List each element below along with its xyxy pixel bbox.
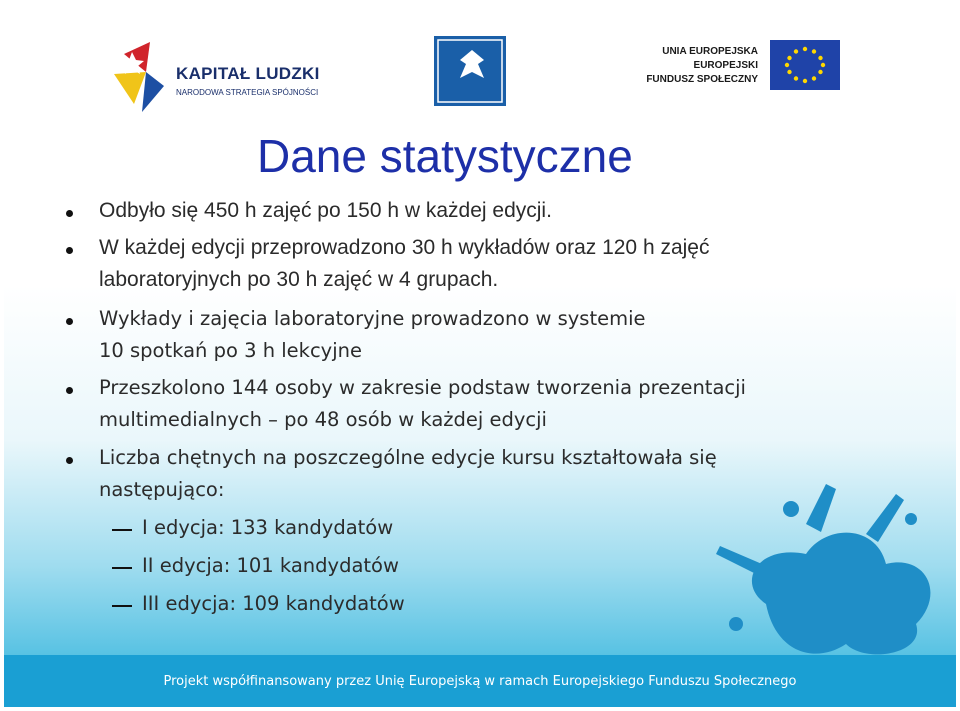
bullet-dot	[66, 387, 73, 394]
bullet-4-line-2: multimedialnych – po 48 osób w każdej edycji	[99, 408, 547, 431]
subitem-2: II edycja: 101 kandydatów	[142, 554, 399, 577]
bullet-dot	[66, 210, 73, 217]
bullet-4-line-1: Przeszkolono 144 osoby w zakresie podstaw tworzenia prezentacji	[99, 376, 746, 399]
kapital-ludzki-title: KAPITAŁ LUDZKI	[176, 64, 320, 83]
bullet-2-line-1: W każdej edycji przeprowadzono 30 h wykładów oraz 120 h zajęć	[99, 236, 710, 259]
slide-content	[4, 4, 956, 707]
slide	[4, 4, 956, 707]
dash-marker	[112, 567, 132, 569]
bullet-dot	[66, 247, 73, 254]
bullet-1-line-1: Odbyło się 450 h zajęć po 150 h w każdej edycji.	[99, 199, 552, 222]
subitem-3: III edycja: 109 kandydatów	[142, 592, 405, 615]
subitem-1: I edycja: 133 kandydatów	[142, 516, 394, 539]
bullet-3-line-1: Wykłady i zajęcia laboratoryjne prowadzono w systemie	[99, 307, 646, 330]
eu-title-line2: EUROPEJSKI	[693, 60, 758, 71]
kapital-ludzki-subtitle: NARODOWA STRATEGIA SPÓJNOŚCI	[176, 88, 319, 97]
dash-marker	[112, 529, 132, 531]
footer-text: Projekt współfinansowany przez Unię Europejską w ramach Europejskiego Funduszu Społecznego	[163, 673, 797, 689]
eu-title-line1: UNIA EUROPEJSKA	[662, 46, 758, 57]
bullet-3-line-2: 10 spotkań po 3 h lekcyjne	[99, 339, 362, 362]
bullet-2-line-2: laboratoryjnych po 30 h zajęć w 4 grupach.	[99, 268, 499, 291]
slide-title: Dane statystyczne	[257, 130, 633, 182]
bullet-dot	[66, 318, 73, 325]
eu-title-line3: FUNDUSZ SPOŁECZNY	[646, 74, 758, 85]
dash-marker	[112, 605, 132, 607]
bullet-5-line-1: Liczba chętnych na poszczególne edycje kursu kształtowała się	[99, 446, 717, 469]
footer-banner	[4, 655, 956, 707]
bullet-5-line-2: następująco:	[99, 478, 225, 501]
bullet-dot	[66, 457, 73, 464]
